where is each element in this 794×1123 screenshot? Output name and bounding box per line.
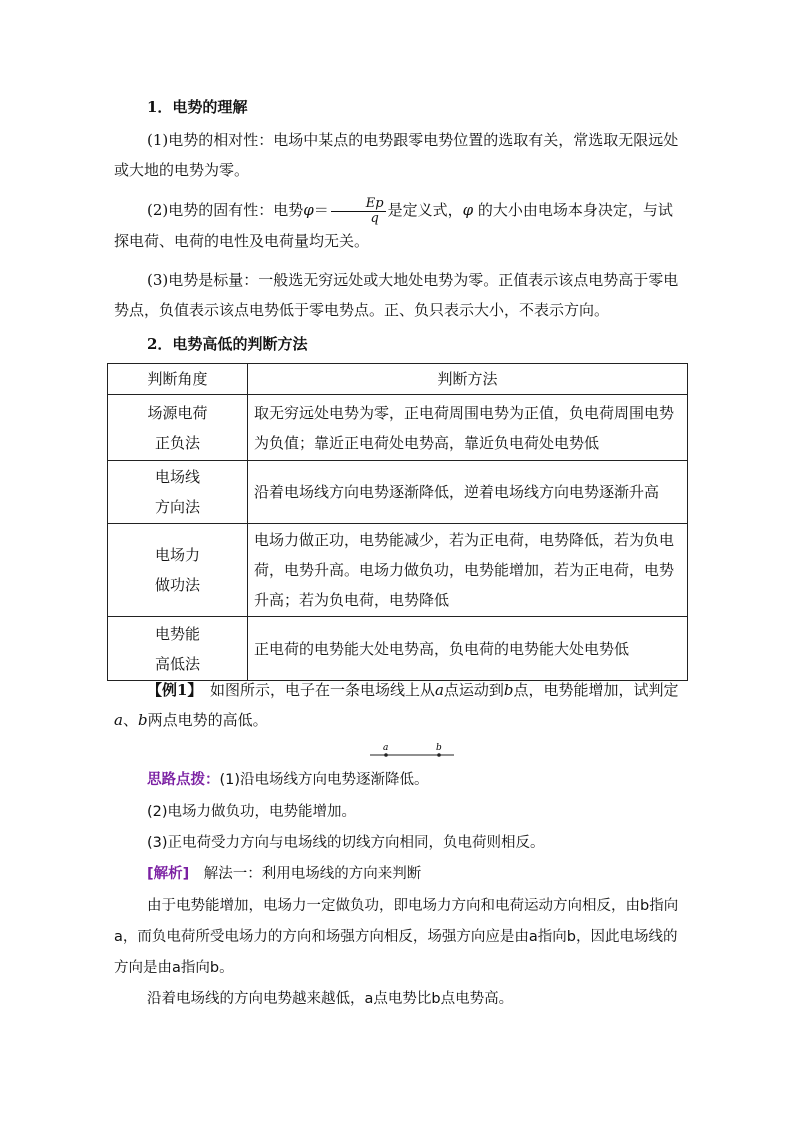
example-text-d: 两点电势的高低。: [147, 711, 268, 729]
angle-line-2: 方向法: [154, 498, 200, 516]
row-method: 电场力做正功，电势能减少，若为正电荷，电势降低，若为负电荷，电势升高。电场力做负功，电势能增加，若为正电荷，电势升高；若为负电荷，电势降低: [248, 524, 688, 617]
point-a-2: a: [114, 711, 123, 729]
row-method: 正电荷的电势能大处电势高，负电荷的电势能大处电势低: [248, 617, 688, 681]
figure-label-a: a: [383, 743, 389, 753]
example-label: 【例1】: [147, 681, 195, 699]
row-method: 沿着电场线方向电势逐渐降低，逆着电场线方向电势逐渐升高: [248, 461, 688, 524]
angle-line-1: 场源电荷: [147, 403, 208, 422]
field-line-figure: [368, 740, 458, 760]
solution-heading: [114, 859, 684, 889]
table-row: [108, 395, 688, 461]
row-method: 取无穷远处电势为零，正电荷周围电势为正值，负电荷周围电势为负值；靠近正电荷处电势高，靠近负电荷处电势低: [248, 395, 688, 461]
section1-heading: 1．电势的理解: [147, 98, 248, 116]
angle-line-2: 正负法: [154, 433, 200, 452]
table-row: [108, 524, 688, 617]
p2-text-c: 的大小由电场本身决定，与试探电荷、电荷的电性及电荷量均无关。: [114, 201, 673, 250]
potential-fraction: [331, 197, 386, 226]
table-row: [108, 461, 688, 524]
fraction-numerator: Ep: [331, 197, 386, 212]
table-header-row: [108, 364, 688, 395]
figure-label-b: b: [436, 743, 442, 753]
phi-symbol: φ: [303, 201, 314, 219]
header-angle: 判断角度: [108, 364, 248, 395]
row-angle: [108, 524, 248, 617]
angle-line-2: 做功法: [154, 576, 200, 594]
equals-sign: ＝: [313, 201, 329, 219]
header-method: 判断方法: [248, 364, 688, 395]
solution-paragraph-1: 由于电势能增加，电场力一定做负功，即电场力方向和电荷运动方向相反，由b指向a，而负电荷所受电场力的方向和场强方向相反，场强方向应是由a指向b，因此电场线的方向是由a指向b。: [114, 898, 679, 976]
solution-method-1: 解法一：利用电场线的方向来判断: [189, 866, 422, 882]
fraction-denominator: q: [370, 210, 379, 226]
row-angle: [108, 617, 248, 681]
hint-line-3: (3)正电荷受力方向与电场线的切线方向相同，负电荷则相反。: [147, 835, 545, 851]
example-text-c: 点，电势能增加，试判定: [513, 681, 679, 699]
table-row: [108, 617, 688, 681]
solution-paragraph-2: 沿着电场线的方向电势越来越低，a点电势比b点电势高。: [147, 991, 514, 1007]
example-text-b: 点运动到: [443, 681, 504, 699]
point-b-dot: [437, 753, 441, 757]
point-a-dot: [384, 753, 388, 757]
point-b-2: b: [137, 711, 148, 729]
angle-line-1: 电场力: [154, 546, 200, 564]
angle-line-1: 电场线: [154, 468, 200, 486]
point-b: b: [503, 681, 514, 699]
section1-paragraph-2: [114, 195, 684, 256]
p2-text-a: (2)电势的固有性：电势: [147, 201, 304, 219]
angle-line-2: 高低法: [154, 654, 200, 673]
section2-heading: 2．电势高低的判断方法: [147, 335, 308, 353]
angle-line-1: 电势能: [154, 624, 200, 643]
phi-symbol-2: φ: [462, 201, 474, 219]
row-angle: [108, 395, 248, 461]
example-paragraph: [114, 675, 684, 735]
p2-text-b: 是定义式，: [387, 201, 463, 219]
section1-paragraph-3: (3)电势是标量：一般选无穷远处或大地处电势为零。正值表示该点电势高于零电势点，负值表示该点电势低于零电势点。正、负只表示大小，不表示方向。: [114, 271, 679, 319]
solution-label: [解析]: [147, 866, 190, 882]
hint-text-1: (1)沿电场线方向电势逐渐降低。: [219, 772, 429, 788]
hint-line-2: (2)电场力做负功，电势能增加。: [147, 804, 357, 820]
section1-paragraph-1: (1)电势的相对性：电场中某点的电势跟零电势位置的选取有关，常选取无限远处或大地的电势为零。: [114, 131, 679, 179]
point-a: a: [434, 681, 444, 699]
hint-line-1: [114, 765, 684, 795]
example-text-a: 如图所示，电子在一条电场线上从: [194, 681, 435, 699]
judgment-methods-table: [107, 363, 688, 681]
row-angle: [108, 461, 248, 524]
hint-label: 思路点拨：: [147, 772, 220, 788]
example-separator: 、: [122, 711, 138, 729]
